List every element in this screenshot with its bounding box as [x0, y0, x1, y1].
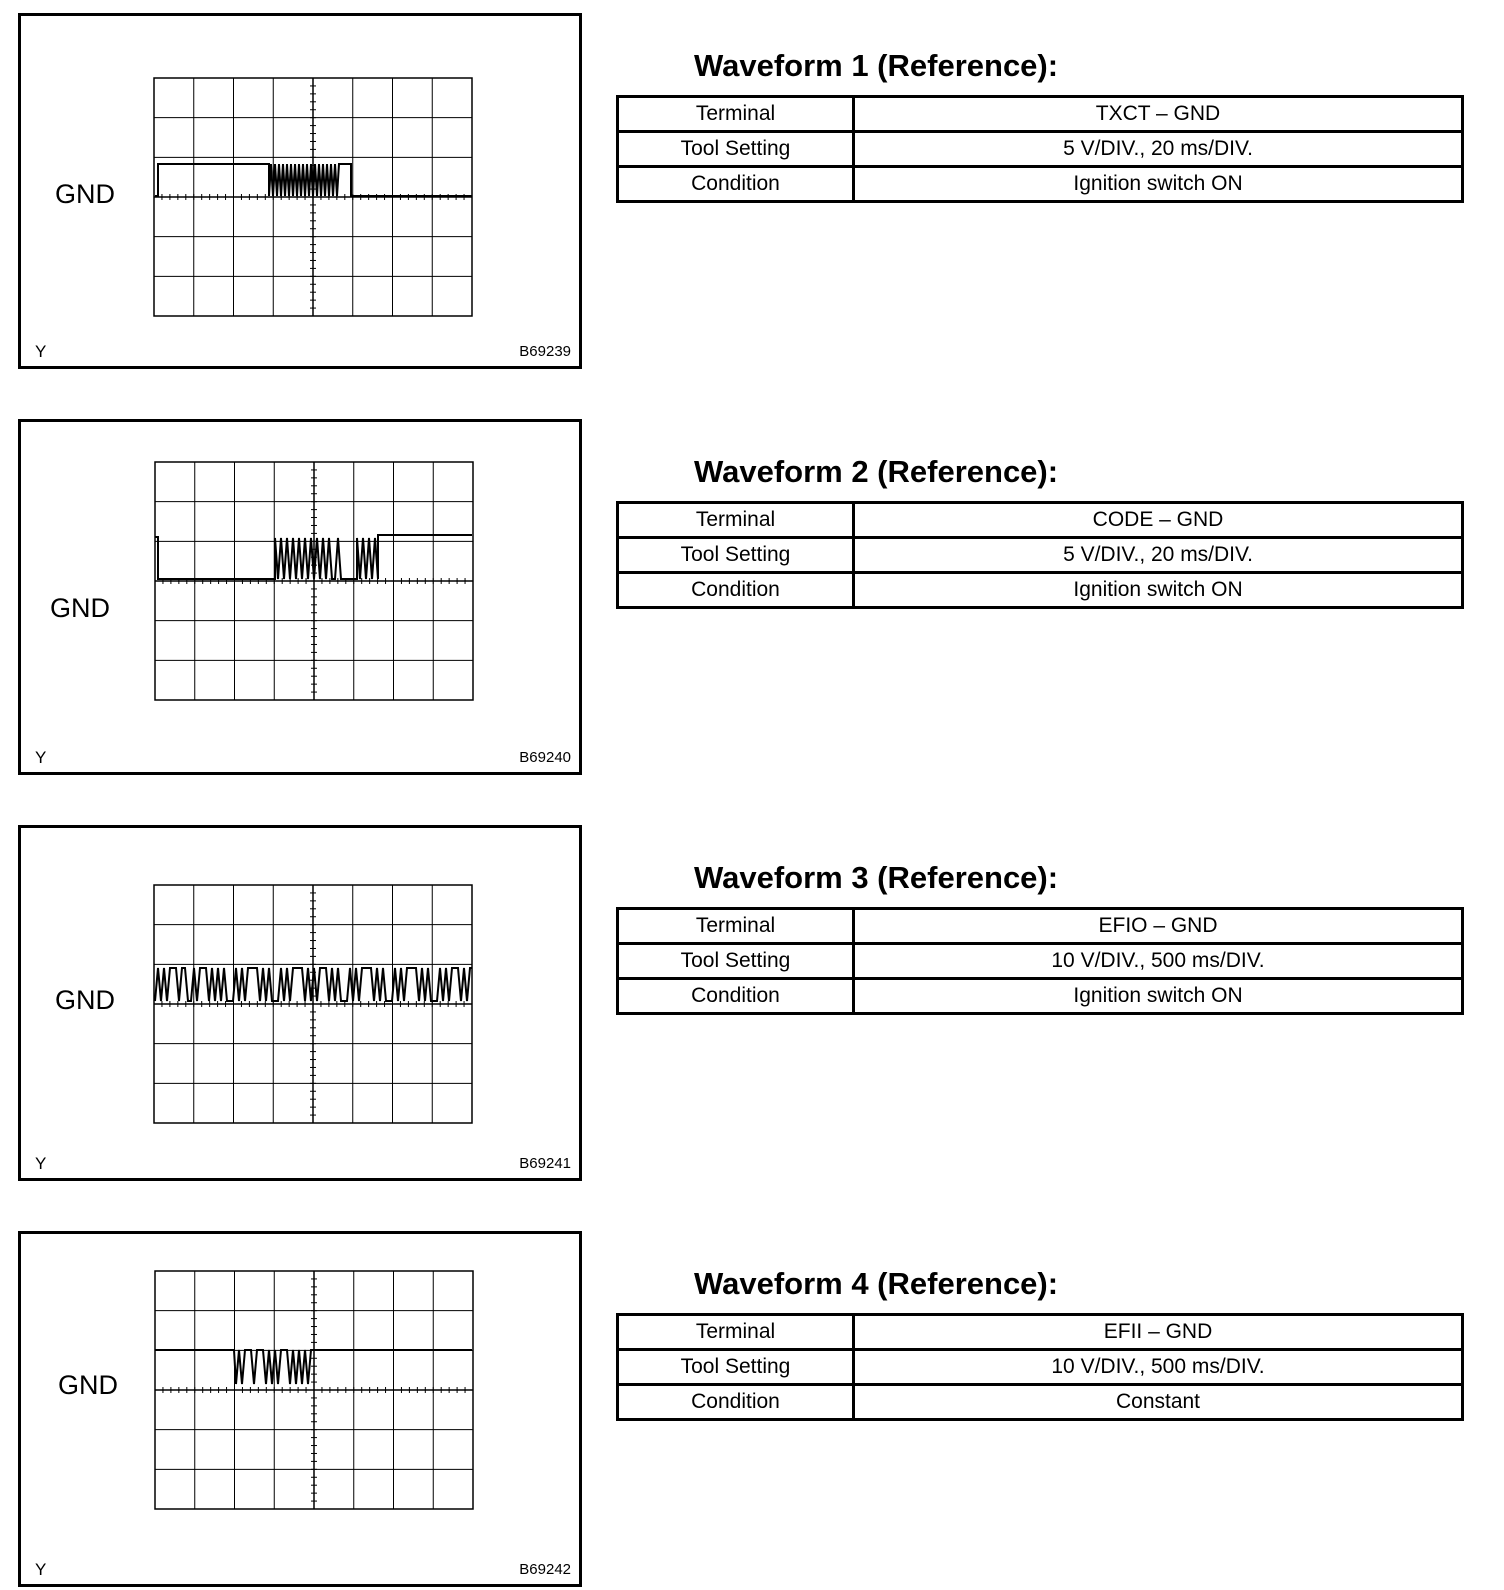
oscilloscope-figure — [18, 419, 582, 775]
table-row — [618, 503, 1463, 538]
row-value: 10 V/DIV., 500 ms/DIV. — [854, 1350, 1463, 1385]
ground-label: GND — [58, 1370, 118, 1400]
waveform-spec-table — [616, 1313, 1464, 1421]
row-value: CODE – GND — [854, 503, 1463, 538]
corner-label: Y — [35, 1154, 47, 1173]
row-value: Ignition switch ON — [854, 573, 1463, 608]
row-label: Condition — [618, 979, 854, 1014]
table-row — [618, 97, 1463, 132]
scope-grid — [155, 462, 473, 700]
row-value: 10 V/DIV., 500 ms/DIV. — [854, 944, 1463, 979]
waveform-section-2 — [0, 406, 1504, 766]
ground-label: GND — [55, 985, 115, 1015]
oscilloscope-figure — [18, 1231, 582, 1587]
corner-label: Y — [35, 1560, 47, 1579]
scope-grid — [155, 1271, 473, 1509]
figure-code: B69242 — [519, 1561, 571, 1578]
waveform-title: Waveform 4 (Reference): — [694, 1266, 1059, 1301]
row-label: Terminal — [618, 1315, 854, 1350]
oscilloscope-figure — [18, 13, 582, 369]
row-label: Terminal — [618, 97, 854, 132]
table-row — [618, 979, 1463, 1014]
table-row — [618, 573, 1463, 608]
table-row — [618, 1350, 1463, 1385]
ground-label: GND — [50, 593, 110, 623]
waveform-section-3 — [0, 812, 1504, 1172]
table-row — [618, 944, 1463, 979]
table-row — [618, 909, 1463, 944]
figure-code: B69241 — [519, 1155, 571, 1172]
figure-code: B69239 — [519, 343, 571, 360]
figure-code: B69240 — [519, 749, 571, 766]
row-label: Condition — [618, 1385, 854, 1420]
row-value: EFII – GND — [854, 1315, 1463, 1350]
table-row — [618, 1385, 1463, 1420]
table-row — [618, 1315, 1463, 1350]
waveform-spec-table — [616, 907, 1464, 1015]
waveform-spec-table — [616, 501, 1464, 609]
row-label: Tool Setting — [618, 538, 854, 573]
table-row — [618, 132, 1463, 167]
waveform-title: Waveform 1 (Reference): — [694, 48, 1059, 83]
waveform-title: Waveform 3 (Reference): — [694, 860, 1059, 895]
waveform-title: Waveform 2 (Reference): — [694, 454, 1059, 489]
row-value: 5 V/DIV., 20 ms/DIV. — [854, 132, 1463, 167]
scope-grid — [154, 885, 472, 1123]
table-row — [618, 538, 1463, 573]
ground-label: GND — [55, 179, 115, 209]
waveform-spec-table — [616, 95, 1464, 203]
row-value: TXCT – GND — [854, 97, 1463, 132]
oscilloscope-figure — [18, 825, 582, 1181]
table-row — [618, 167, 1463, 202]
row-label: Tool Setting — [618, 1350, 854, 1385]
row-label: Terminal — [618, 909, 854, 944]
row-label: Tool Setting — [618, 132, 854, 167]
row-value: Ignition switch ON — [854, 167, 1463, 202]
waveform-section-4 — [0, 1218, 1504, 1578]
corner-label: Y — [35, 748, 47, 767]
row-value: 5 V/DIV., 20 ms/DIV. — [854, 538, 1463, 573]
row-label: Tool Setting — [618, 944, 854, 979]
row-label: Condition — [618, 167, 854, 202]
corner-label: Y — [35, 342, 47, 361]
waveform-section-1 — [0, 0, 1504, 360]
oscilloscope-screen — [21, 1234, 579, 1584]
row-value: Ignition switch ON — [854, 979, 1463, 1014]
row-label: Condition — [618, 573, 854, 608]
row-label: Terminal — [618, 503, 854, 538]
row-value: EFIO – GND — [854, 909, 1463, 944]
row-value: Constant — [854, 1385, 1463, 1420]
